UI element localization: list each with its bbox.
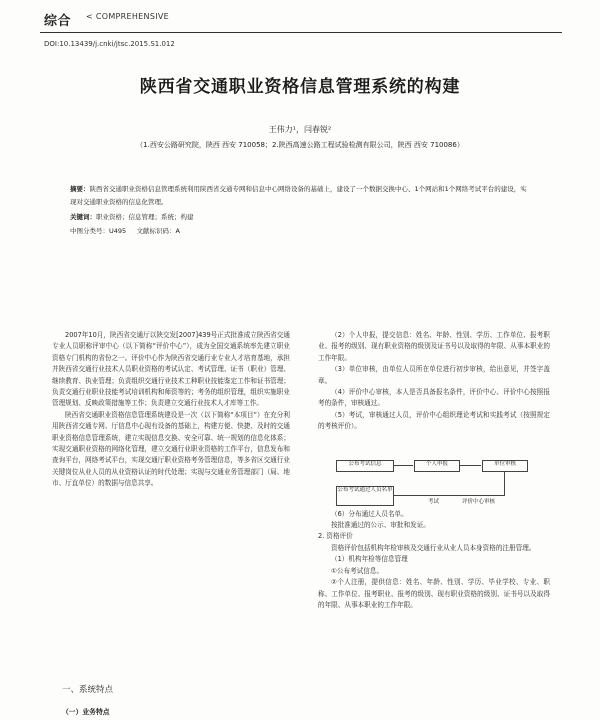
- section-heading: 一、系统特点: [62, 685, 114, 695]
- body-paragraph: ②个人注册，提供信息：姓名、年龄、性别、学历、毕业学校、专业、职称、工作单位、报考职业、报考的级别、现有职业资格的级别、证书号以及取得的年限、从事本职业的工作年限。: [318, 578, 550, 609]
- flow-arrow: [459, 465, 481, 466]
- section-tag: 综合: [44, 14, 72, 29]
- doi: DOI:10.13439/j.cnki/jtsc.2015.S1.012: [44, 40, 175, 48]
- body-paragraph: （3）单位审核，由单位人员所在单位进行初步审核，给出意见，并签字盖章。: [318, 365, 550, 385]
- body-paragraph: 资格评价包括机构年检审核及交通行业从业人员本身资格的注册管理。: [331, 543, 536, 552]
- body-paragraph: （1）机构年检等信息管理: [331, 555, 408, 564]
- body-paragraph: ①公布考试信息。: [331, 566, 384, 575]
- body-paragraph: 2007年10月，陕西省交通厅以陕交发[2007]439号正式批准成立陕西省交通专业人员职称评审中心（以下简称“评价中心”），成为全国交通系统率先建立职业资格专门机构的省份之一。评价中心作为陕西省交通行业专业人才培育基地，承担并陕西省交通行业技术人员职业资格的考试认定、考试管理、证书（职业）管理、继续教育、执业管理；负责组织交通行业技术工种职业技能鉴定工作和证书管理；负责交通行业职业技能考试培训机构和师资等的；考务的组织管理，组织实施职业管理规划、反映政策措施等工作；负责建立交通行业技术人才库等工作。: [52, 331, 290, 408]
- subsection-heading: （一）业务特点: [62, 708, 110, 716]
- keywords-label: 关键词：: [70, 213, 96, 221]
- clc-value: U495: [109, 227, 127, 235]
- flow-box-publish-passed: 公布考试通过人员名单: [336, 486, 394, 506]
- body-paragraph: 陕西省交通职业资格信息管理系统建设是一次（以下简称“本项目”）在充分利用陕西省交通专网、厅信息中心现有设备的基础上，构建方便、快捷、及时的交通职业资格信息管理系统，建立实现信息交换、安全可靠、统一规划的信息化体系；实现交通职业资格的网络化管理，建立交通行业职业资格的工作平台，信息发布和查询平台，网络考试平台，实现交通厅职业资格考务管理信息，等多省区交通行业关键岗位从业人员的从业资格认证的时代处理；实现与交通业务管理部门（局、地市、厅直单位）的数据与信息共享。: [52, 410, 290, 488]
- flow-box-unit-review: 单位审核: [482, 460, 528, 472]
- left-column: [52, 330, 290, 490]
- abstract-text: 陕西省交通职业资格信息管理系统利用陕西省交通专网和信息中心网络设备的基础上，建设了一个数据交换中心、1个网站和1个网络考试平台的建设，实现对交通职业资格的信息化管理。: [70, 185, 527, 206]
- flow-label-center-review: 评价中心审核: [462, 499, 496, 505]
- flow-box-personal-apply: 个人申报: [414, 460, 460, 472]
- body-paragraph: （5）考试，审核通过人员，评价中心组织理论考试和实践考试（按照规定的考核评价）。: [318, 410, 550, 431]
- keywords-text: 职业资格；信息管理；系统；构建: [96, 213, 194, 221]
- doc-code-label: 文献标识码：: [136, 227, 176, 235]
- body-paragraph: （4）评价中心审核，本人是否具备报名条件，评价中心、评价中心按照报考的条件，审核通过。: [318, 388, 550, 408]
- abstract-label: 摘要：: [70, 185, 90, 193]
- flow-box-publish-info: 公布考试信息: [336, 460, 394, 472]
- body-subheading: 2. 资格评价: [318, 532, 353, 541]
- clc-label: 中图分类号：: [70, 227, 109, 235]
- paper-title: 陕西省交通职业资格信息管理系统的构建: [139, 77, 461, 97]
- header-rule: [40, 32, 562, 33]
- doc-code-value: A: [175, 227, 180, 235]
- classification: [70, 225, 180, 237]
- keywords: [70, 211, 532, 223]
- affiliations: （1.西安公路研究院，陕西 西安 710058；2.陕西高速公路工程试验检测有限公司，陕西 西安 710086）: [136, 141, 464, 149]
- body-paragraph: （6）分布通过人员名单。: [331, 509, 408, 518]
- body-paragraph: 按批准通过的公示、审批和发证。: [331, 521, 430, 530]
- flow-chart: [330, 456, 550, 526]
- authors: 王伟力¹，闫春锐²: [268, 125, 332, 134]
- abstract: [70, 183, 532, 209]
- body-paragraph: （2）个人申报，提交信息：姓名、年龄、性别、学历、工作单位、报考职业、报考的级别、现有职业资格的级别及证书号以及取得的年限、从事本职业的工作年限。: [318, 331, 550, 362]
- flow-arrow: [393, 495, 505, 496]
- section-tag-english: < COMPREHENSIVE: [86, 12, 169, 21]
- flow-label-exam: 考试: [428, 499, 440, 505]
- flow-arrow: [393, 465, 413, 466]
- flow-arrow: [504, 471, 505, 495]
